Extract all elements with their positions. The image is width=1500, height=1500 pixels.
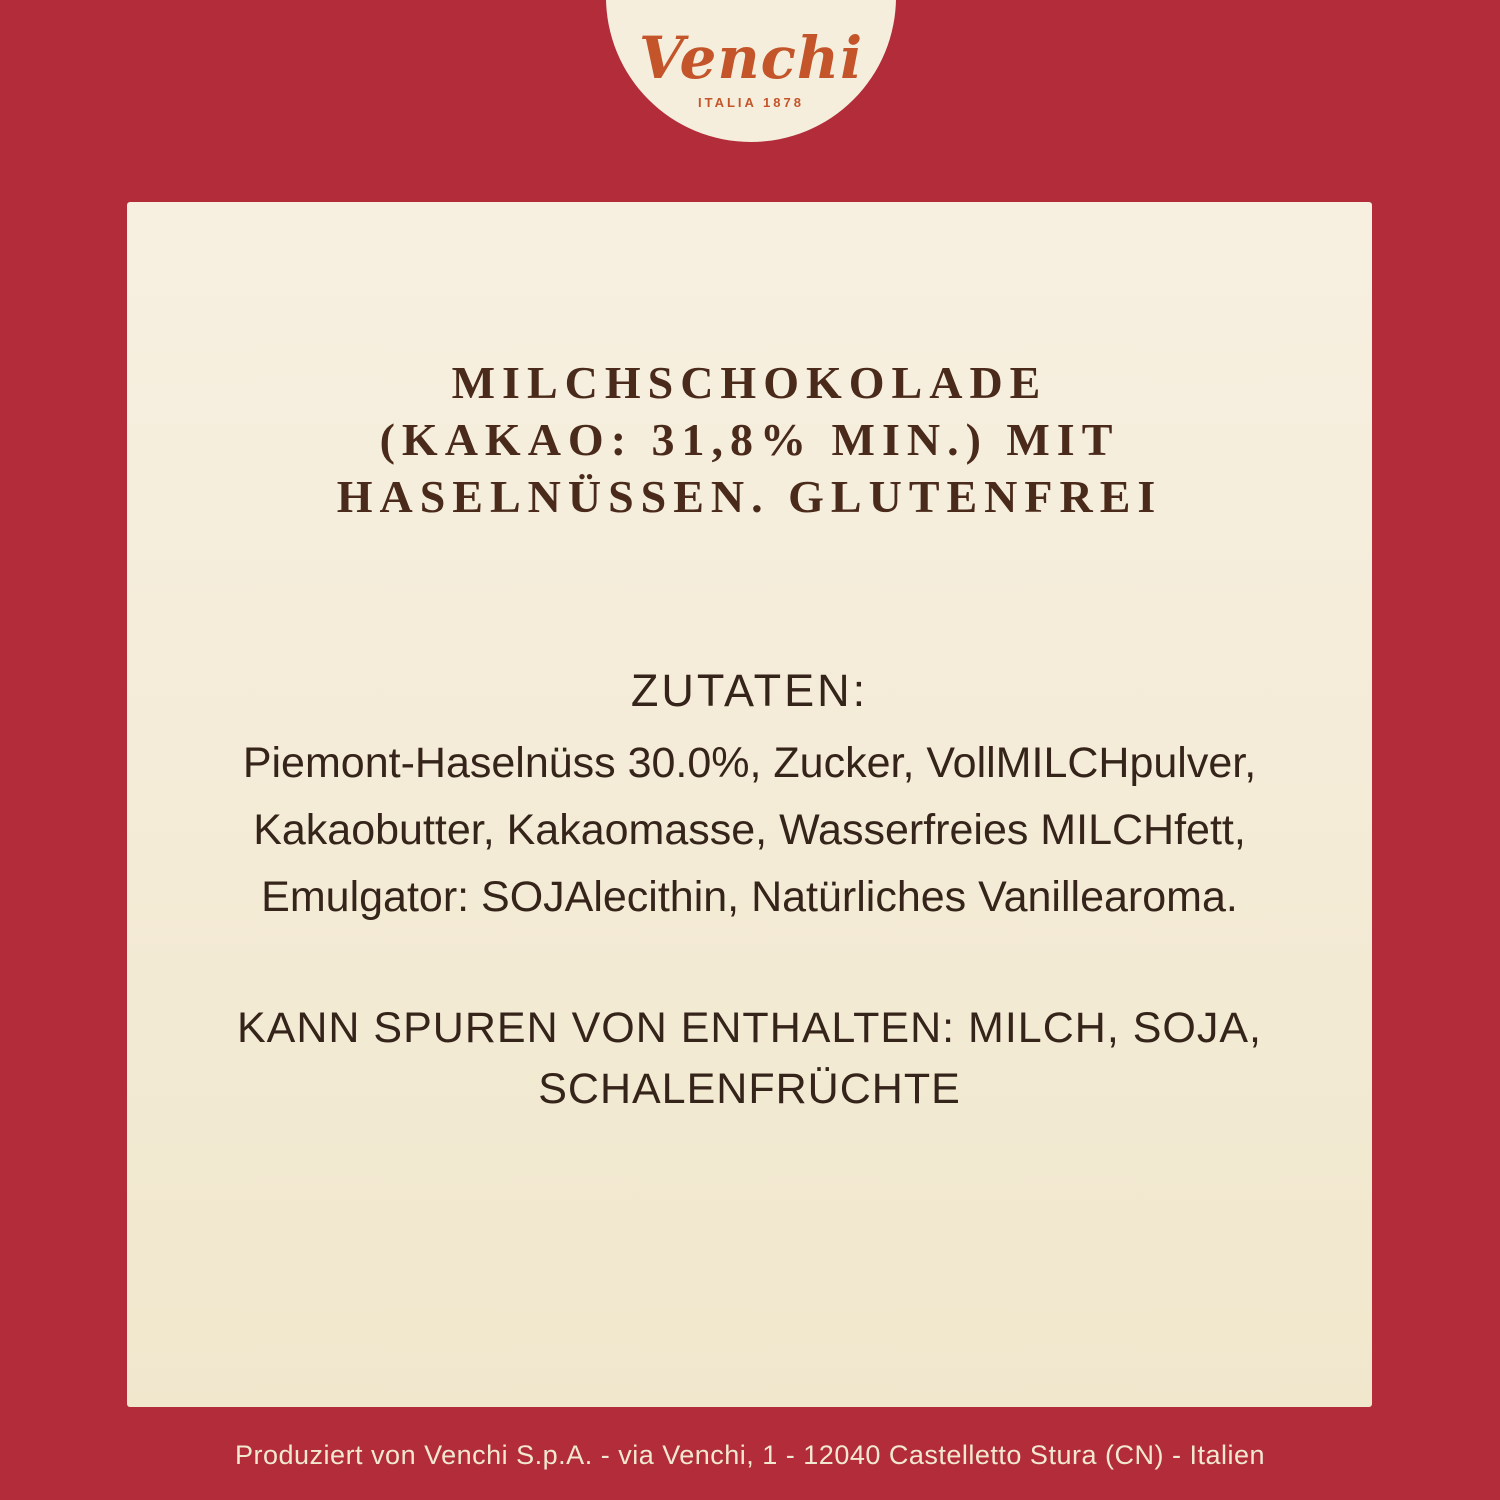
- ingredients-heading: ZUTATEN:: [630, 665, 869, 716]
- ingredients-list: [127, 730, 1372, 931]
- ingredients-line-2: Kakaobutter, Kakaomasse, Wasserfreies MILCHfett,: [253, 806, 1246, 854]
- allergen-line-1: KANN SPUREN VON ENTHALTEN: MILCH, SOJA,: [237, 1004, 1262, 1052]
- ingredients-line-3: Emulgator: SOJAlecithin, Natürliches Vanillearoma.: [261, 873, 1238, 921]
- product-title-line-1: MILCHSCHOKOLADE: [451, 357, 1048, 408]
- product-title-line-2: (KAKAO: 31,8% MIN.) MIT: [379, 414, 1120, 465]
- allergen-notice: [127, 998, 1372, 1120]
- ingredients-line-1: Piemont-Haselnüss 30.0%, Zucker, VollMILCHpulver,: [242, 739, 1257, 787]
- product-title-line-3: HASELNÜSSEN. GLUTENFREI: [336, 471, 1163, 522]
- producer-info: Produziert von Venchi S.p.A. - via Venchi, 1 - 12040 Castelletto Stura (CN) - Italien: [235, 1440, 1265, 1470]
- allergen-line-2: SCHALENFRÜCHTE: [538, 1065, 961, 1113]
- ingredients-panel: [127, 202, 1372, 1407]
- venchi-logo-badge: [606, 0, 896, 142]
- product-title: [127, 354, 1372, 525]
- venchi-logo-text: Venchi: [638, 24, 864, 92]
- venchi-logo-subtext: ITALIA 1878: [698, 95, 804, 110]
